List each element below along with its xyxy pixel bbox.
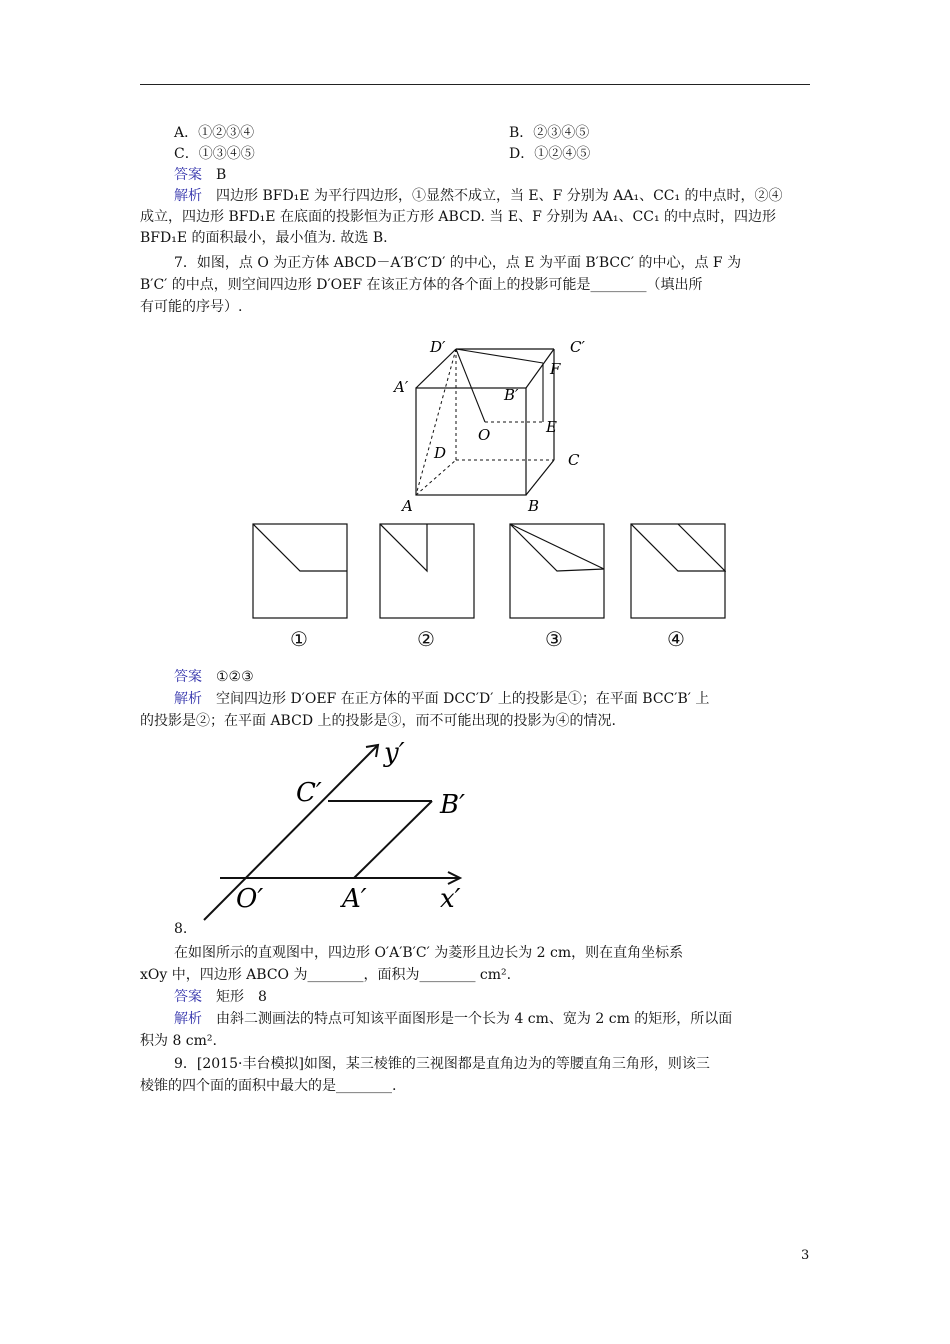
q8-stem-line-2: xOy 中，四边形 ABCO 为________，面积为________ cm². bbox=[140, 967, 512, 983]
analysis-text: 由斜二测画法的特点可知该平面图形是一个长为 4 cm、宽为 2 cm 的矩形，所以面 bbox=[216, 1011, 733, 1027]
q8-analysis-line-1 bbox=[174, 1010, 732, 1028]
cube-label-d: D bbox=[434, 444, 447, 462]
oblique-graph bbox=[196, 735, 486, 925]
q8-answer bbox=[174, 988, 267, 1006]
quad-edge-d1o bbox=[456, 349, 485, 422]
projection-choice-1 bbox=[252, 523, 348, 619]
answer-tag: 答案 bbox=[174, 669, 202, 685]
cube-label-o: O bbox=[478, 426, 491, 444]
answer-text: 矩形 8 bbox=[216, 989, 267, 1005]
answer-tag: 答案 bbox=[174, 167, 202, 183]
q6-analysis-line-2: 成立，四边形 BFD₁E 在底面的投影恒为正方形 ABCD. 当 E、F 分别为 AA₁、CC₁ 的中点时，四边形 bbox=[140, 209, 777, 225]
q6-answer bbox=[174, 166, 226, 184]
graph-label-a: A′ bbox=[342, 884, 367, 914]
cube-hidden-edge bbox=[416, 349, 456, 495]
projection-choice-4 bbox=[630, 523, 726, 619]
analysis-tag: 解析 bbox=[174, 188, 202, 204]
cube-front-face bbox=[416, 388, 526, 495]
analysis-tag: 解析 bbox=[174, 1011, 202, 1027]
cube-label-b: B bbox=[528, 497, 540, 515]
cube-label-a1: A′ bbox=[394, 378, 409, 396]
answer-text: ①②③ bbox=[216, 669, 254, 685]
q6-analysis-line-3: BFD₁E 的面积最小，最小值为. 故选 B. bbox=[140, 230, 388, 246]
q8-stem-line-1: 在如图所示的直观图中，四边形 O′A′B′C′ 为菱形且边长为 2 cm，则在直角坐标系 bbox=[174, 945, 684, 961]
edge-ab bbox=[354, 801, 432, 878]
graph-label-b: B′ bbox=[440, 790, 466, 820]
cube-label-b1: B′ bbox=[504, 386, 519, 404]
q7-analysis-line-1 bbox=[174, 690, 709, 708]
analysis-text: 四边形 BFD₁E 为平行四边形，①显然不成立，当 E、F 分别为 AA₁、CC₁ 的中点时，②④ bbox=[216, 188, 783, 204]
analysis-tag: 解析 bbox=[174, 691, 202, 707]
analysis-text: 空间四边形 D′OEF 在正方体的平面 DCC′D′ 上的投影是①；在平面 BCC′B′ 上 bbox=[216, 691, 710, 707]
projection-choice-3 bbox=[509, 523, 605, 619]
graph-label-x: x′ bbox=[440, 884, 461, 914]
q6-analysis-line-1 bbox=[174, 187, 783, 205]
q8-number: 8. bbox=[174, 921, 188, 937]
choice-label-4: ④ bbox=[667, 627, 685, 651]
q7-answer bbox=[174, 668, 254, 686]
cube-edge bbox=[526, 460, 554, 495]
page-number: 3 bbox=[801, 1248, 810, 1263]
q6-option-a: A．①②③④ bbox=[174, 125, 255, 141]
q6-option-b: B．②③④⑤ bbox=[509, 125, 590, 141]
header-rule bbox=[140, 84, 810, 85]
cube-label-e: E bbox=[546, 418, 557, 436]
projection-choice-2 bbox=[379, 523, 475, 619]
cube-label-d1: D′ bbox=[430, 338, 446, 356]
graph-label-y: y′ bbox=[384, 738, 405, 768]
answer-tag: 答案 bbox=[174, 989, 202, 1005]
cube-label-f: F bbox=[550, 360, 561, 378]
q7-stem-line-2: B′C′ 的中点，则空间四边形 D′OEF 在该正方体的各个面上的投影可能是________（填出所 bbox=[140, 277, 703, 293]
quad-edge-d1f bbox=[456, 349, 543, 363]
q9-stem-line-2: 棱锥的四个面的面积中最大的是________. bbox=[140, 1078, 397, 1094]
q7-analysis-line-2: 的投影是②；在平面 ABCD 上的投影是③，而不可能出现的投影为④的情况. bbox=[140, 713, 616, 729]
q7-stem-line-1: 7．如图，点 O 为正方体 ABCD－A′B′C′D′ 的中心，点 E 为平面 B′BCC′ 的中心，点 F 为 bbox=[174, 255, 742, 271]
cube-label-c: C bbox=[568, 451, 580, 469]
graph-label-c: C′ bbox=[296, 778, 322, 808]
cube-label-c1: C′ bbox=[570, 338, 585, 356]
choice-label-2: ② bbox=[417, 627, 435, 651]
q7-stem-line-3: 有可能的序号）. bbox=[140, 299, 243, 315]
q6-option-c: C．①③④⑤ bbox=[174, 146, 255, 162]
cube-label-a: A bbox=[402, 497, 413, 515]
graph-label-o: O′ bbox=[236, 884, 264, 914]
cube-figure bbox=[380, 330, 610, 520]
q6-option-d: D．①②④⑤ bbox=[509, 146, 591, 162]
q9-stem-line-1: 9．[2015·丰台模拟]如图，某三棱锥的三视图都是直角边为的等腰直角三角形，则该三 bbox=[174, 1056, 710, 1072]
choice-label-1: ① bbox=[290, 627, 308, 651]
q8-analysis-line-2: 积为 8 cm². bbox=[140, 1033, 217, 1049]
cube-hidden-edge bbox=[416, 460, 456, 495]
answer-text: B bbox=[216, 167, 227, 183]
choice-label-3: ③ bbox=[545, 627, 563, 651]
